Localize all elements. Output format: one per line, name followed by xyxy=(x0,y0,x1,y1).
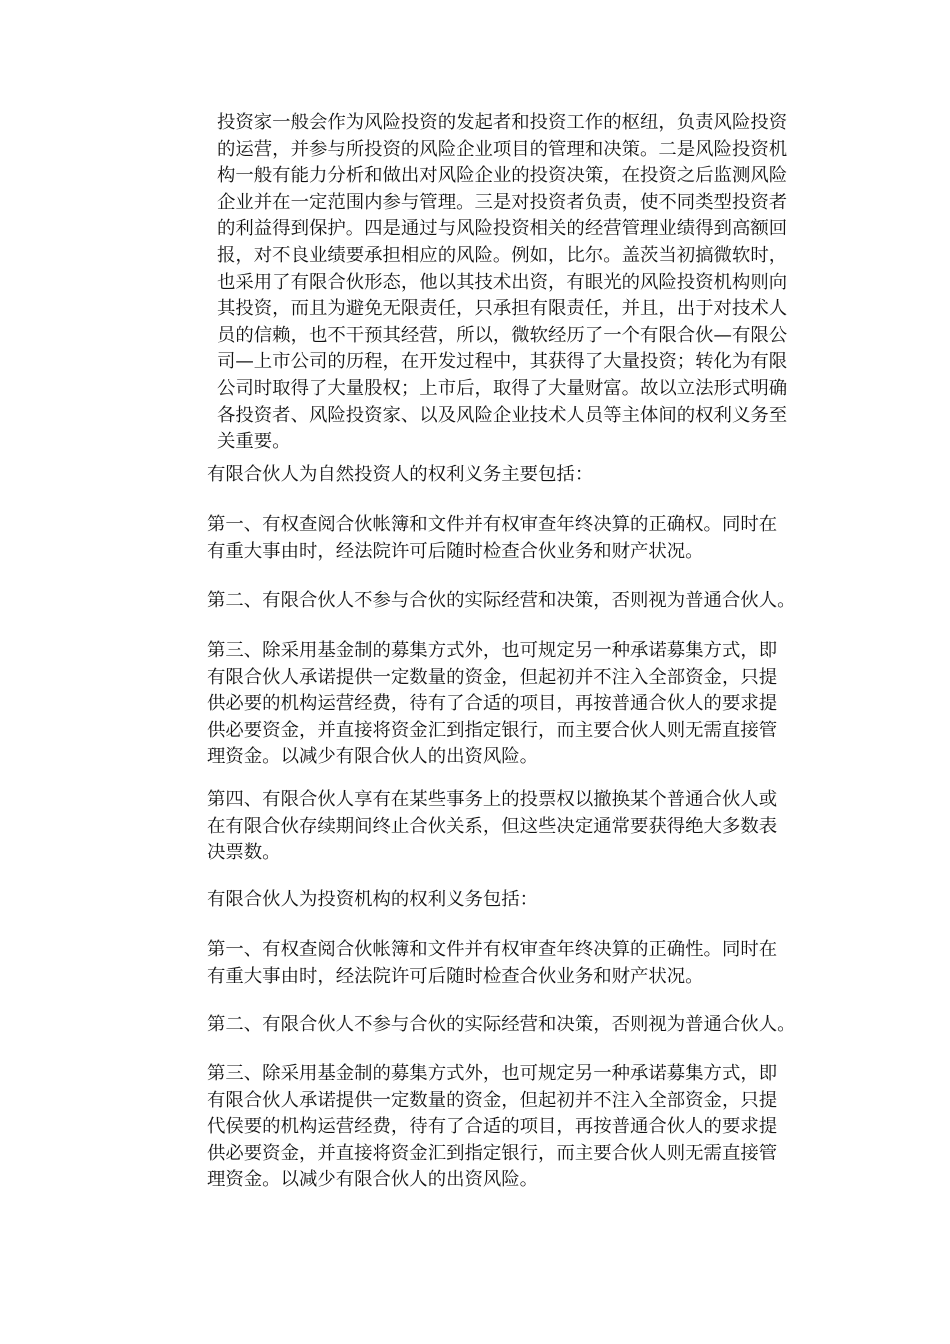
text-line: 第四、有限合伙人享有在某些事务上的投票权以撤换某个普通合伙人或 xyxy=(207,789,778,810)
paragraph-item-first xyxy=(207,512,777,565)
text-line: 员的信赖，也不干预其经营，所以，微软经历了一个有限合伙—有限公 xyxy=(217,324,788,346)
text-line: 代侯要的机构运营经费，待有了合适的项目，再按普通合伙人的要求提 xyxy=(207,1116,778,1138)
text-line: 的运营，并参与所投资的风险企业项目的管理和决策。二是风险投资机 xyxy=(217,138,788,160)
text-line: 第三、除采用基金制的募集方式外，也可规定另一种承诺募集方式，即 xyxy=(207,1063,778,1084)
text-line: 公司时取得了大量股权；上市后，取得了大量财富。故以立法形式明确 xyxy=(217,377,788,399)
text-line: 理资金。以减少有限合伙人的出资风险。 xyxy=(207,746,539,768)
text-line: 在有限合伙存续期间终止合伙关系，但这些决定通常要获得绝大多数表 xyxy=(207,815,778,837)
text-line: 有限合伙人为投资机构的权利义务包括： xyxy=(207,889,539,910)
paragraph-item-second xyxy=(207,588,796,615)
text-line: 决票数。 xyxy=(207,842,281,864)
text-line: 第二、有限合伙人不参与合伙的实际经营和决策，否则视为普通合伙人。 xyxy=(207,1014,796,1035)
text-line: 构一般有能力分析和做出对风险企业的投资决策，在投资之后监测风险 xyxy=(217,165,788,187)
text-line: 企业并在一定范围内参与管理。三是对投资者负责，使不同类型投资者 xyxy=(217,191,788,213)
paragraph-item-second xyxy=(207,1012,796,1039)
text-line: 有重大事由时，经法院许可后随时检查合伙业务和财产状况。 xyxy=(207,965,704,987)
text-line: 理资金。以减少有限合伙人的出资风险。 xyxy=(207,1169,539,1191)
text-line: 有限合伙人承诺提供一定数量的资金，但起初并不注入全部资金，只提 xyxy=(207,1089,778,1111)
text-line: 有限合伙人承诺提供一定数量的资金，但起初并不注入全部资金，只提 xyxy=(207,666,778,688)
text-line: 有重大事由时，经法院许可后随时检查合伙业务和财产状况。 xyxy=(207,540,704,562)
section-heading-natural-investors xyxy=(207,462,593,489)
text-line: 供必要的机构运营经费，待有了合适的项目，再按普通合伙人的要求提 xyxy=(207,693,778,715)
text-line: 也采用了有限合伙形态，他以其技术出资，有眼光的风险投资机构则向 xyxy=(217,271,788,293)
text-line: 供必要资金，并直接将资金汇到指定银行，而主要合伙人则无需直接管 xyxy=(207,719,778,741)
text-line: 报，对不良业绩要承担相应的风险。例如，比尔。盖茨当初搞微软时， xyxy=(217,244,788,266)
paragraph-item-fourth xyxy=(207,787,777,867)
text-line: 第三、除采用基金制的募集方式外，也可规定另一种承诺募集方式，即 xyxy=(207,640,778,661)
text-line: 的利益得到保护。四是通过与风险投资相关的经营管理业绩得到高额回 xyxy=(217,218,788,240)
paragraph-item-first xyxy=(207,937,777,990)
text-line: 第一、有权查阅合伙帐簿和文件并有权审查年终决算的正确权。同时在 xyxy=(207,514,778,535)
section-heading-institutional-investors xyxy=(207,887,538,914)
text-line: 第二、有限合伙人不参与合伙的实际经营和决策，否则视为普通合伙人。 xyxy=(207,590,796,611)
paragraph-item-third xyxy=(207,638,777,771)
text-line: 第一、有权查阅合伙帐簿和文件并有权审查年终决算的正确性。同时在 xyxy=(207,939,778,960)
text-line: 其投资，而且为避免无限责任，只承担有限责任，并且，出于对技术人 xyxy=(217,298,788,320)
paragraph-venture-capital-intro xyxy=(217,110,787,456)
paragraph-item-third xyxy=(207,1061,777,1194)
text-line: 各投资者、风险投资家、以及风险企业技术人员等主体间的权利义务至 xyxy=(217,404,788,426)
text-line: 关重要。 xyxy=(217,431,291,453)
text-line: 有限合伙人为自然投资人的权利义务主要包括： xyxy=(207,464,594,485)
text-line: 司—上市公司的历程，在开发过程中，其获得了大量投资；转化为有限 xyxy=(217,351,788,373)
text-line: 供必要资金，并直接将资金汇到指定银行，而主要合伙人则无需直接管 xyxy=(207,1142,778,1164)
text-line: 投资家一般会作为风险投资的发起者和投资工作的枢纽，负责风险投资 xyxy=(217,112,788,133)
